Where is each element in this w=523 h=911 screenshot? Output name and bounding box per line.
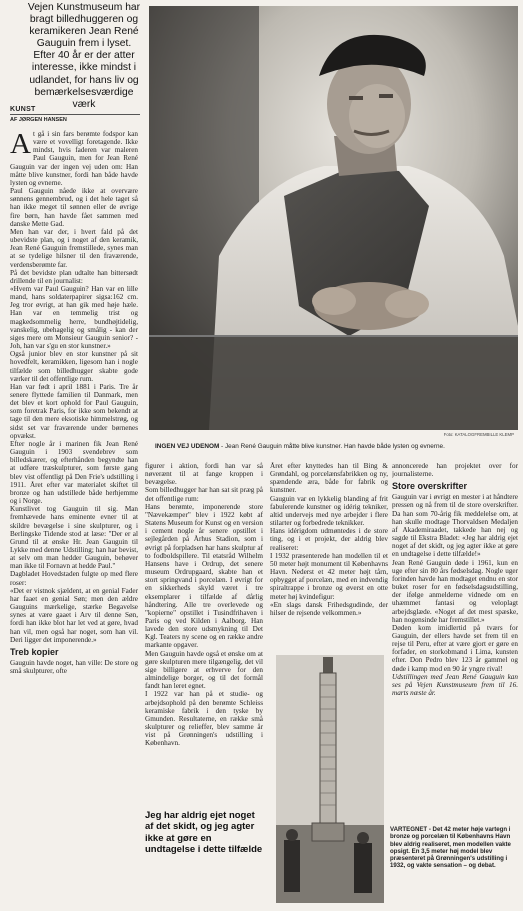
photo-credit: Foto: KATALOGFREMBILLE KLEMP [443,432,514,437]
col4-p0: annoncerede han projektet over for journalisterne. [392,462,518,479]
col4-p1: Gauguin var i øvrigt en mester i at håndtere pressen og nå frem til de store overskrifter. Da han som 70-årig fik meddelelse om, at han skulle modtage Thorvaldsen Medaljen af Akademiraadet, takkede han nej og sagde til Ekstra Bladet: «Jeg har aldrig ejet noget af det skidt, og jeg agter ikke at gøre en undtagelse i dette tilfælde!» [392,493,518,559]
col4-p3: Døden kom imidlertid på tværs for Gauguin, der ellers havde set frem til en rejse til Peru, efter at være gjort er gøre en forfader, en storkobmand i Lima, kunsten efter. Don Pedro blev 123 år gammel og døde i kamp mod en 90 år yngre rival! [392,623,518,673]
byline: AF JØRGEN HANSEN [10,117,67,123]
col2-p2: Som billedhugger har han sat sit præg på det offentlige rum: [145,486,263,503]
main-photo-illustration [149,6,518,430]
tower-caption-text: - Det 42 meter høje vartegn i bronze og porcelæn til Københavns Havn blev aldrig realiseret, men modellen vakte opsigt. En 3,5 meter høj model blev præsenteret på Grønningen's udstilling i 1932, og vakte sensation – og debat. [390,826,511,870]
exhibition-note: Udstillingen med Jean René Gauguin kan ses på Vejen Kunstmuseum frem til 16. marts næste år. [392,672,518,698]
tower-model-photo [276,655,384,903]
column-4 [392,462,518,822]
col1-p3: Men han var der, i hvert fald på det ubevidste plan, og i noget af den keramik, Jean René Gauguin fremstillede, synes man at se tydelige hilsner til den fraværende, verdensberømte far. [10,227,138,269]
col1-p11: «Det er vistnok sjældent, at en genial Fader har faaet en genial Søn; men den ældre Gauguins mærkelige, stærke Begavelse synes at være gaaet i Arv til denne Søn, fordi han ikke blot har let ved at gøre, hvad han vil, men også har noget, som han vil. Deri ligger det imponerende.» [10,586,138,644]
col1-p4: På det bevidste plan udtalte han bittersødt drillende til en journalist: [10,268,138,285]
col1-p10: Dagbladet Hovedstaden fulgte op med flere roser: [10,570,138,587]
column-2 [145,462,263,802]
caption-line [155,443,517,450]
col4-p2: Jean René Gauguin døde i 1961, kun en uge efter sin 80 års fødselsdag. Nogle uger forinden havde han modtaget endnu en stor buket roser for en fødselsdagsudstilling, der ifølge anmelderne vidnede om en uhæmmet fantasi og veloplagt arbejdsglæde. «Noget af det mest spæske, han nogensinde har fremstillet.» [392,558,518,624]
col1-p7: Han var født i april 1881 i Paris. Tre år senere flyttede familien til Danmark, men det blev et kort ophold for Paul Gauguin, som foretrak Paris, for ikke som bekendt at tage til den mere eksotiske himmelstrøg, og sidst set var fraværende under børnenes opvækst. [10,382,138,440]
main-photo [149,6,518,430]
col3-p3: Hans idérigdom udmøntedes i de store ting, og i et projekt, der aldrig blev realiseret: [270,527,388,552]
tower-caption-bold: VARTEGNET [390,826,428,833]
col3-p1: Året efter knyttedes han til Bing & Grøndahl, og porcelænsfabrikken og ny, spændende æra, både for fabrik og kunstner. [270,462,388,495]
tower-illustration [276,655,384,903]
caption-text: - Jean René Gauguin måtte blive kunstner. Han havde både lysten og evnerne. [219,443,445,450]
intro-text: Vejen Kunstmuseum har bragt billedhuggeren og keramikeren Jean René Gauguin frem i lyset. Efter 40 år er der atter interesse, ikke mindst i udlandet, for hans liv og bemærkelsesværdige værk [27,2,141,110]
col1-p1: t gå i sin fars berømte fodspor kan være et vovelligt foretagende. Ikke mindst, hvis faderen var maleren Paul Gauguin, men for Jean René Gauguin var der ingen vej uden om: Han måtte blive kunstner, fordi han både havde lysten og evnerne. [10,130,138,187]
col1-p12: Gauguin havde noget, han ville: De store og små skulpturer, ofte [10,658,138,675]
col1-p8: Efter nogle år i marinen fik Jean René Gauguin i 1903 svendebrev som billedskærer, og efterhånden begyndte han at udføre træskulpturer, som første gang blev vist offentligt på Den Frie's udstilling i 1911. Året efter var materialet skiftet til bronze og han udstillede både herhjemme og i Norge. [10,439,138,506]
col3-p5: «En slags dansk Frihedsgudinde, der hilser de rejsende velkommen.» [270,600,388,617]
col2-p4: Men Gauguin havde også et ønske om at gøre skulpturen mere tilgængelig, det vil sige billigere at erhverve for den almindelige borger, og til det formål fandt han leret egnet. [145,649,263,691]
col1-p9: Kunstlivet tog Gauguin til sig. Man fremhævede hans eminente evner til at skildre bevægelse i sine skulpturer, og i Berlingske Tidende stod at læse: "Der er al Grund til at ønske Hr. Jean Gauguin til Lykke med denne Udstilling; han har bevist, at selv om man hedder Gauguin, behøver man ikke til Fornavn at hedde Paul." [10,505,138,571]
col1-p5: «Hvem var Paul Gauguin? Han var en lille mand, hans soldaterpapirer sigsa:162 cm. Jeg tror øvrigt, at han gik med høje hæle. Han var en temmelig trist og magkedsommelig herre, bundhøjtidelig, vanskelig, ubehagelig og smålig - kan der siges mere om Monsieur Gauguin senior? - Joh, han var s'gu en stor kunstner.» [10,284,138,351]
tower-photo-caption [390,826,520,870]
col1-body [10,130,138,644]
col1-p6: Også junior blev en stor kunstner på sit hovedfelt, keramikken, ligesom han i nogle tilfælde som billedhugger skabte gode værker til det offentlige rum. [10,350,138,383]
col2-p5: I 1922 var han på et studie- og arbejdsophold på den berømte Schleiss keramiske fabrik i den tyske by Gmunden. Resultaterne, en række små skulpturer og relieffer, blev samme år vist på Grønningen's udstilling i København. [145,690,263,748]
col3-p2: Gauguin var en lykkelig blanding af frit fabulerende kunstner og idérig tekniker, altid undervejs med nye arbejder i flere stilarter og forbedrede teknikker. [270,494,388,528]
drop-cap: A [10,130,31,160]
col4-subheading: Store overskrifter [392,481,468,492]
pull-quote: Jeg har aldrig ejet noget af det skidt, og jeg agter ikke at gøre en undtagelse i dette tilfælde [145,810,263,856]
col1-subheading: Treb kopier [10,646,59,657]
col3-p4: I 1932 præsenterede han modellen til et 50 meter højt monument til Københavns Havn. Nederst et 42 meter højt tårn, opbygget af porcelæn, med en indvendig spiraltrappe i bronze og øverst en otte meter høj kvindefigur: [270,551,388,601]
section-label: KUNST [10,106,140,115]
column-1 [10,130,138,909]
col2-p1: figurer i aktion, fordi han var så nøverænt til at fange kroppen i bevægelse. [145,462,263,487]
caption-bold: INGEN VEJ UDENOM [155,443,220,450]
column-3 [270,462,388,652]
section-header [10,106,140,123]
col1-p2: Paul Gauguin nåede ikke at overvære sønnens gennembrud, og i det hele taget så han ikke meget til sønnen eller de øvrige fire børn, han havde fået sammen med danske Mette Gad. [10,187,138,228]
col2-p3: Hans berømte, imponerende store "Nævekæmper" blev i 1922 købt af Statens Museum for Kunst og en version i cement nogle år senere opstillet i sejlegården på Århus Stadion, som i øvrigt på forpladsen har hans skulptur af to fodboldspillere. Til etatsråd Wilhelm Hansens have i Ordrup, det senere museum Ordrupgaard, skabte han et stort springvand i porcelæn. I øvrigt for en sikkerheds skyld været i tre eksemplarer i tilfælde af dårlig håndtering. Alle tre overlevede og "kopierne" opstillet i Tusindfrihaven i Paris og ved Kilden i Aalborg. Han lavede den store udsmykning til Det Kgl. Teaters ny scene og en række andre markante opgaver. [145,502,263,650]
